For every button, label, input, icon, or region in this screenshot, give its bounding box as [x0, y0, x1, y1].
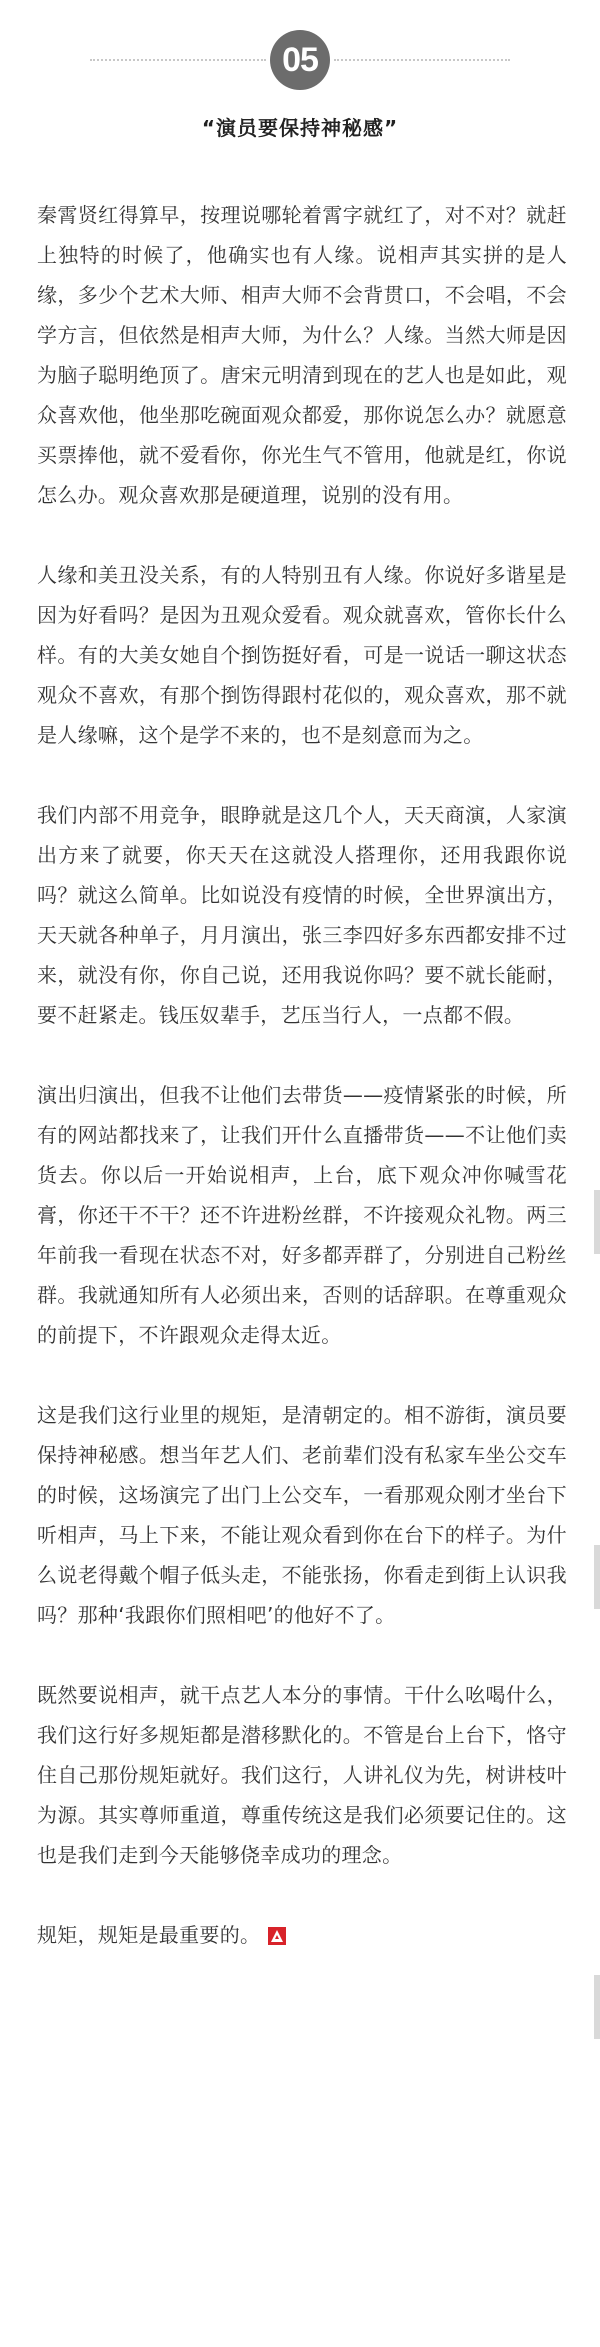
dotted-divider-left: [90, 59, 266, 61]
paragraph: 演出归演出，但我不让他们去带货——疫情紧张的时候，所有的网站都找来了，让我们开什么直播带货——不让他们卖货去。你以后一开始说相声，上台，底下观众冲你喊雪花膏，你还干不干？还不许进粉丝群，不许接观众礼物。两三年前我一看现在状态不对，好多都弄群了，分别进自己粉丝群。我就通知所有人必须出来，否则的话辞职。在尊重观众的前提下，不许跟观众走得太近。: [37, 1083, 567, 1347]
scroll-indicator[interactable]: [594, 1975, 600, 2039]
section-title: “演员要保持神秘感”: [201, 116, 399, 140]
paragraph: 既然要说相声，就干点艺人本分的事情。干什么吆喝什么，我们这行好多规矩都是潜移默化的。不管是台上台下，恪守住自己那份规矩就好。我们这行，人讲礼仪为先，树讲枝叶为源。其实尊师重道，尊重传统这是我们必须要记住的。这也是我们走到今天能够侥幸成功的理念。: [37, 1683, 567, 1867]
section-header: [0, 30, 600, 90]
article-body: [37, 195, 567, 1955]
closing-paragraph: [37, 1915, 567, 1955]
dotted-divider-right: [334, 59, 510, 61]
scroll-indicator[interactable]: [594, 1190, 600, 1254]
paragraph: 我们内部不用竞争，眼睁就是这几个人，天天商演，人家演出方来了就要，你天天在这就没人搭理你，还用我跟你说吗？就这么简单。比如说没有疫情的时候，全世界演出方，天天就各种单子，月月演出，张三李四好多东西都安排不过来，就没有你，你自己说，还用我说你吗？要不就长能耐，要不赶紧走。钱压奴辈手，艺压当行人，一点都不假。: [37, 803, 567, 1027]
paragraph: 秦霄贤红得算早，按理说哪轮着霄字就红了，对不对？就赶上独特的时候了，他确实也有人缘。说相声其实拼的是人缘，多少个艺术大师、相声大师不会背贯口，不会唱，不会学方言，但依然是相声大师，为什么？人缘。当然大师是因为脑子聪明绝顶了。唐宋元明清到现在的艺人也是如此，观众喜欢他，他坐那吃碗面观众都爱，那你说怎么办？就愿意买票捧他，就不爱看你，你光生气不管用，他就是红，你说怎么办。观众喜欢那是硬道理，说别的没有用。: [37, 203, 567, 507]
scroll-indicator[interactable]: [594, 1545, 600, 1609]
paragraph: 人缘和美丑没关系，有的人特别丑有人缘。你说好多谐星是因为好看吗？是因为丑观众爱看。观众就喜欢，管你长什么样。有的大美女她自个捯饬挺好看，可是一说话一聊这状态观众不喜欢，有那个捯饬得跟村花似的，观众喜欢，那不就是人缘嘛，这个是学不来的，也不是刻意而为之。: [37, 563, 567, 747]
red-end-mark-icon: [268, 1927, 286, 1945]
section-number-badge: 05: [270, 30, 330, 90]
paragraph: 这是我们这行业里的规矩，是清朝定的。相不游街，演员要保持神秘感。想当年艺人们、老前辈们没有私家车坐公交车的时候，这场演完了出门上公交车，一看那观众刚才坐台下听相声，马上下来，不能让观众看到你在台下的样子。为什么说老得戴个帽子低头走，不能张扬，你看走到街上认识我吗？那种‘我跟你们照相吧’的他好不了。: [37, 1403, 567, 1627]
closing-text: 规矩，规矩是最重要的。: [37, 1923, 261, 1947]
